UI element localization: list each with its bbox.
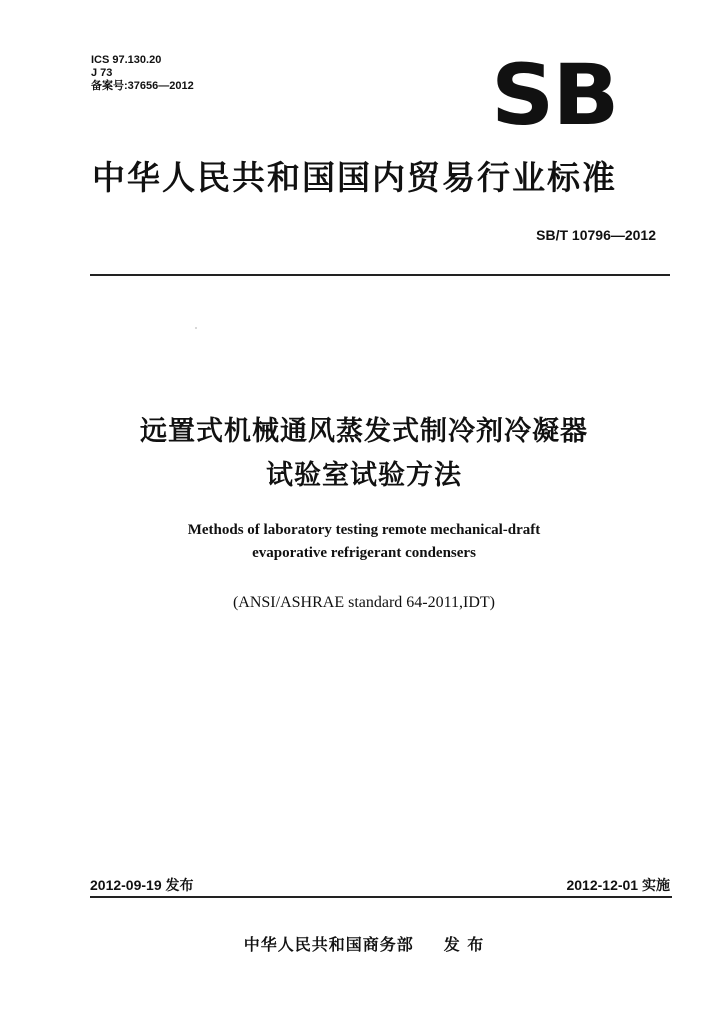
ccs-code: J 73 <box>91 67 113 79</box>
scan-speck <box>195 327 197 329</box>
implementation-date: 2012-12-01 实施 <box>566 877 670 893</box>
english-title-line-2: evaporative refrigerant condensers <box>252 545 476 561</box>
ics-code: ICS 97.130.20 <box>91 54 162 66</box>
classification-block <box>91 54 194 93</box>
publisher-line <box>0 934 728 956</box>
chinese-title-line-2: 试验室试验方法 <box>266 460 462 491</box>
publish-label: 发 布 <box>443 935 485 954</box>
chinese-title-line-1: 远置式机械通风蒸发式制冷剂冷凝器 <box>140 416 588 447</box>
standard-number: SB/T 10796—2012 <box>536 227 656 243</box>
filing-number: 备案号:37656—2012 <box>91 80 194 92</box>
english-title-line-1: Methods of laboratory testing remote mechanical-draft <box>187 522 541 538</box>
bottom-divider <box>90 896 672 898</box>
publisher-name: 中华人民共和国商务部 <box>243 935 414 954</box>
organization-title: 中华人民共和国国内贸易行业标准 <box>92 158 617 197</box>
top-divider <box>90 274 670 276</box>
issue-date: 2012-09-19 发布 <box>90 877 194 893</box>
adoption-note: (ANSI/ASHRAE standard 64-2011,IDT) <box>232 594 496 611</box>
sb-logo: SB <box>491 45 618 144</box>
